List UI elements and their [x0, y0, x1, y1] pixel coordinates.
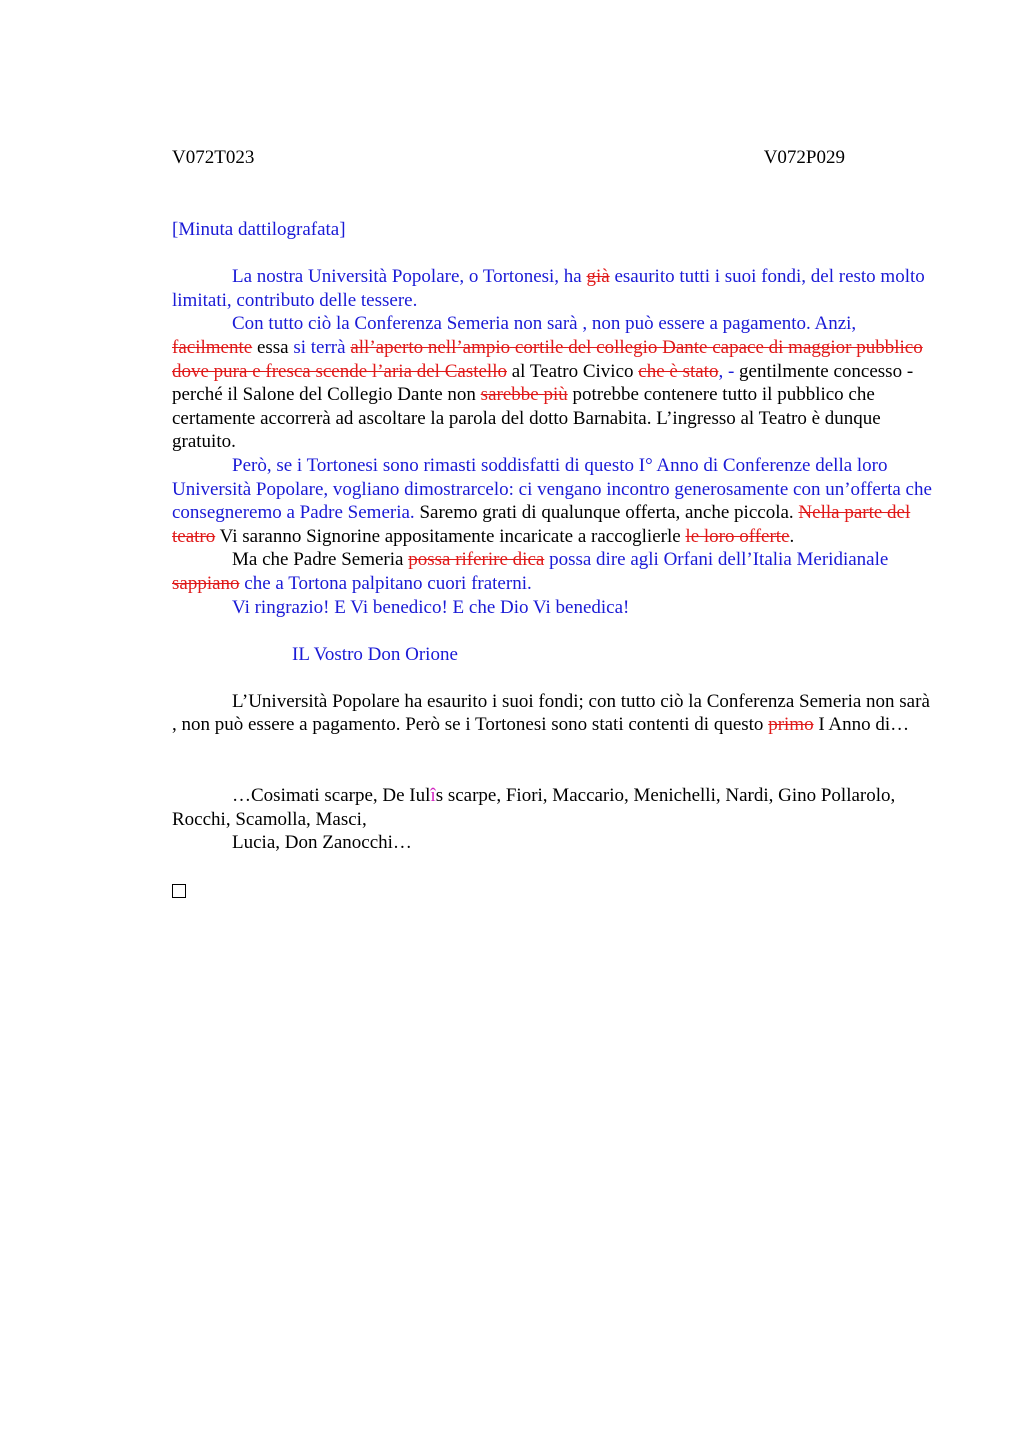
deleted-text: che è stato	[638, 360, 719, 382]
document-header	[172, 145, 845, 171]
highlighted-char: î	[430, 785, 436, 807]
paragraph-7: …Cosimati scarpe, De Iulîs scarpe, Fiori, Maccario, Menichelli, Nardi, Gino Pollarolo, Rocchi, Scamolla, Masci,	[172, 785, 896, 830]
paragraph-3: Però, se i Tortonesi sono rimasti soddisfatti di questo I° Anno di Conferenze della loro Università Popolare, vogliano dimostrarcelo: ci vengano incontro generosamente con un’offerta che consegneremo a Padre Semeria. Saremo grati di qualunque offerta, anche piccola. Nella parte del teatro Vi saranno Signorine appositamente incaricate a raccoglierle le loro offerte.	[172, 454, 932, 547]
left-code: V072T023	[172, 147, 255, 168]
right-code: V072P029	[763, 147, 845, 168]
paragraph-1: La nostra Università Popolare, o Tortonesi, ha già esaurito tutti i suoi fondi, del resto molto limitati, contributo delle tessere.	[172, 266, 925, 311]
deleted-text: sarebbe più	[480, 384, 568, 406]
deleted-text: sappiano	[172, 572, 240, 594]
deleted-text: le loro offerte	[685, 525, 790, 547]
paragraph-4: Ma che Padre Semeria possa riferire dica possa dire agli Orfani dell’Italia Meridianale sappiano che a Tortona palpitano cuori fraterni.	[172, 549, 889, 594]
deleted-text: facilmente	[172, 336, 253, 358]
paragraph-8: Lucia, Don Zanocchi…	[232, 832, 412, 854]
paragraph-2: Con tutto ciò la Conferenza Semeria non sarà , non può essere a pagamento. Anzi, facilmente essa si terrà all’aperto nell’ampio cortile del collegio Dante capace di maggior pubblico dove pura e fresca scende l’aria del Castello al Teatro Civico che è stato, - gentilmente concesso - perché il Salone del Collegio Dante non sarebbe più potrebbe contenere tutto il pubblico che certamente accorrerà ad ascoltare la parola del dotto Barnabita. L’ingresso al Teatro è dunque gratuito.	[172, 313, 923, 453]
document-page	[172, 145, 932, 904]
deleted-text: già	[586, 266, 610, 288]
deleted-text: Nella parte del teatro	[172, 502, 911, 547]
deleted-text: primo	[768, 714, 814, 736]
checkbox-square-icon	[172, 884, 186, 898]
deleted-text: all’aperto nell’ampio cortile del collegio Dante capace di maggior pubblico dove pura e fresca scende l’aria del Castello	[172, 336, 923, 382]
paragraph-5: Vi ringrazio! E Vi benedico! E che Dio Vi benedica!	[232, 596, 630, 618]
document-title: [Minuta dattilografata]	[172, 219, 346, 240]
deleted-text: possa riferire dica	[408, 549, 545, 571]
paragraph-6: L’Università Popolare ha esaurito i suoi fondi; con tutto ciò la Conferenza Semeria non sarà , non può essere a pagamento. Però se i Tortonesi sono stati contenti di questo primo I Anno di…	[172, 690, 930, 736]
signature: IL Vostro Don Orione	[292, 643, 458, 665]
